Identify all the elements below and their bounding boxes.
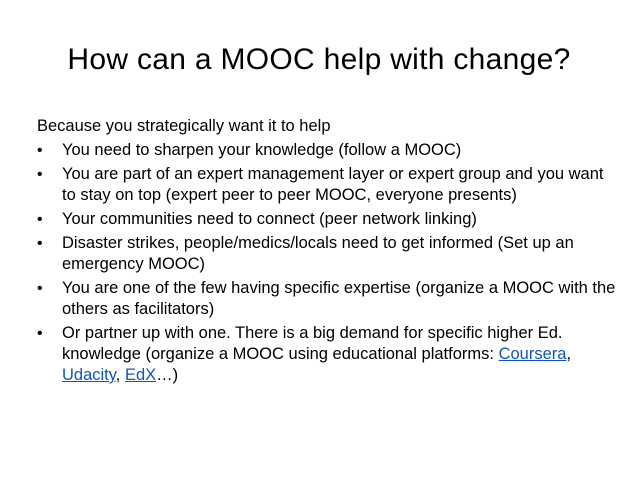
slide-title: How can a MOOC help with change? bbox=[67, 43, 571, 76]
bullet-item-3 bbox=[37, 209, 617, 230]
bullet-icon: • bbox=[37, 235, 43, 252]
bullet-text: Your communities need to connect (peer network linking) bbox=[62, 210, 477, 228]
udacity-link[interactable]: Udacity bbox=[62, 366, 116, 384]
bullet-icon: • bbox=[37, 325, 43, 342]
bullet-icon: • bbox=[37, 280, 43, 297]
bullet-text: Disaster strikes, people/medics/locals need to get informed (Set up an emergency MOOC) bbox=[62, 234, 574, 273]
intro-text: Because you strategically want it to help bbox=[37, 117, 331, 135]
bullet-item-2 bbox=[37, 164, 617, 206]
slide-body bbox=[37, 116, 617, 389]
bullet-suffix: …) bbox=[156, 366, 179, 384]
bullet-text: Or partner up with one. There is a big demand for specific higher Ed. knowledge (organize a MOOC using educational platforms: bbox=[62, 324, 563, 363]
bullet-item-5 bbox=[37, 278, 617, 320]
edx-link[interactable]: EdX bbox=[124, 366, 157, 384]
bullet-text: You are one of the few having specific expertise (organize a MOOC with the others as facilitators) bbox=[62, 279, 616, 318]
bullet-icon: • bbox=[37, 166, 43, 183]
bullet-text: You are part of an expert management layer or expert group and you want to stay on top (expert peer to peer MOOC, everyone presents) bbox=[62, 165, 604, 204]
bullet-item-4 bbox=[37, 233, 617, 275]
bullet-text: You need to sharpen your knowledge (follow a MOOC) bbox=[62, 141, 462, 159]
coursera-link[interactable]: Coursera bbox=[498, 345, 567, 363]
bullet-item-1 bbox=[37, 140, 617, 161]
bullet-icon: • bbox=[37, 211, 43, 228]
link-separator: , bbox=[566, 345, 572, 363]
link-separator: , bbox=[115, 366, 125, 384]
bullet-item-6 bbox=[37, 323, 617, 386]
bullet-list bbox=[37, 140, 617, 386]
bullet-icon: • bbox=[37, 142, 43, 159]
